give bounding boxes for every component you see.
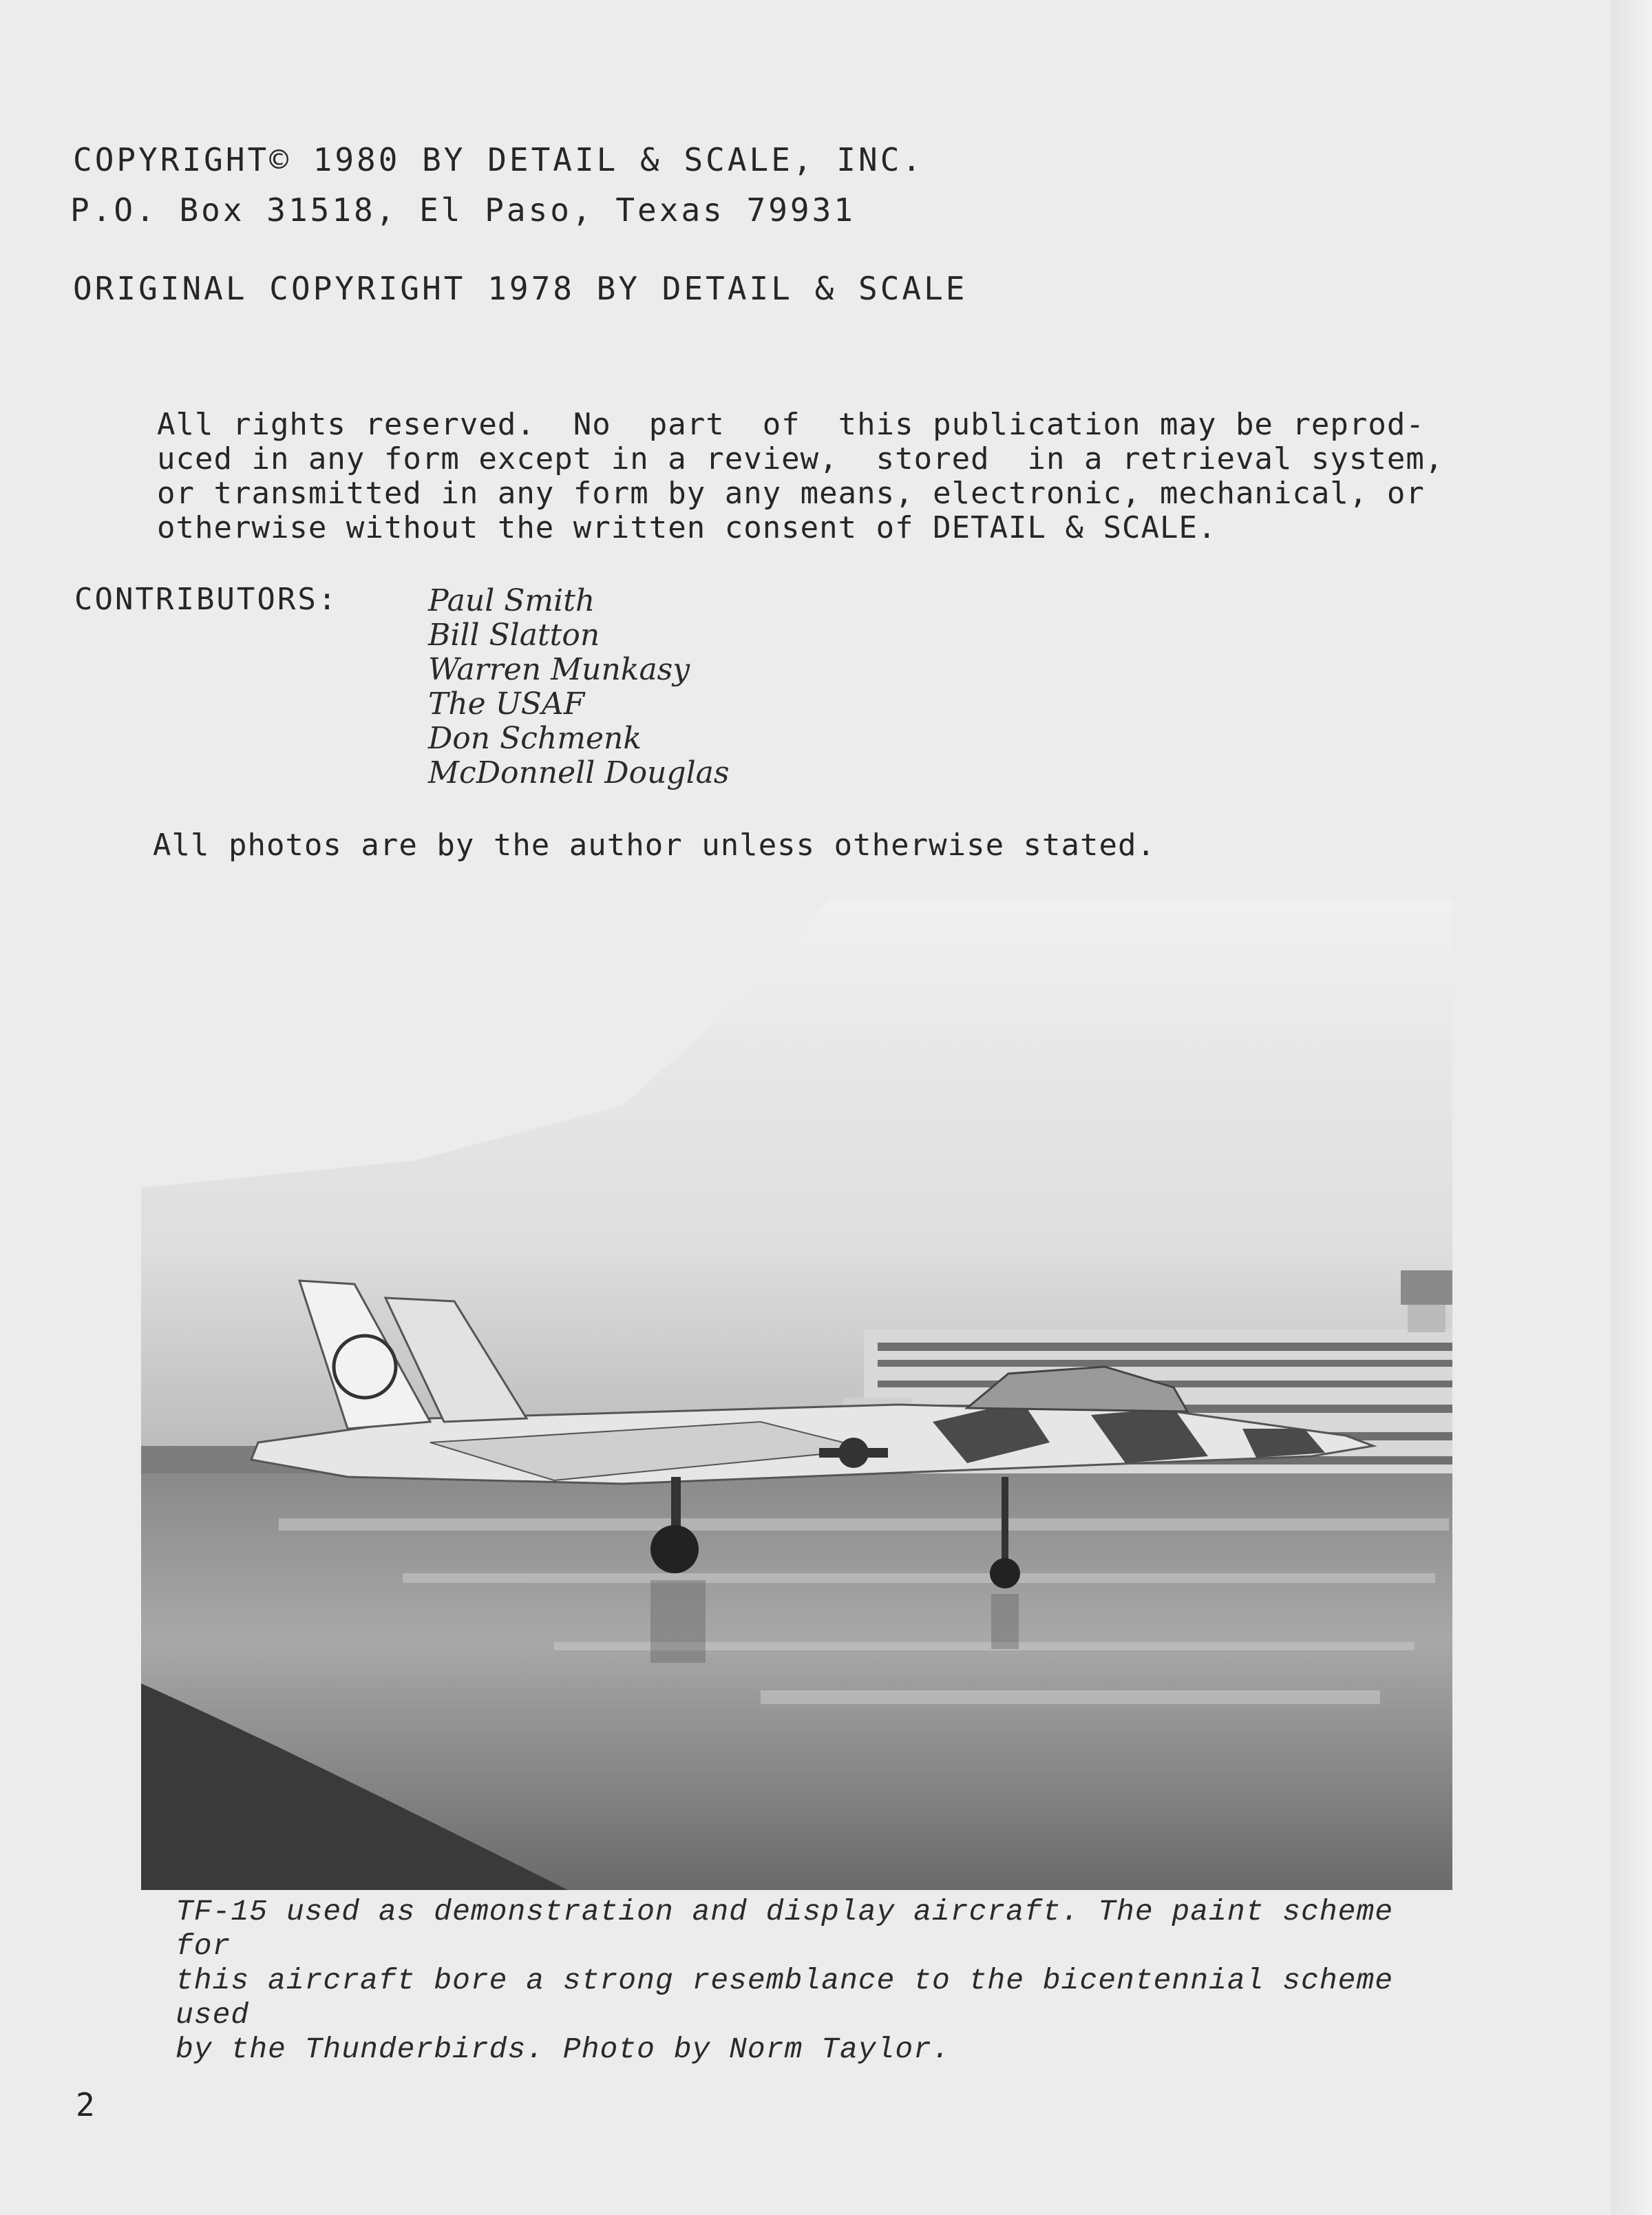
- contributors-list: [428, 584, 729, 790]
- caption-line: this aircraft bore a strong resemblance to the bicentennial scheme used: [176, 1964, 1394, 2032]
- aircraft-photo: [141, 899, 1452, 1890]
- contributor-name: Don Schmenk: [428, 721, 642, 756]
- original-copyright-line: ORIGINAL COPYRIGHT 1978 BY DETAIL & SCALE: [73, 270, 968, 307]
- address-line: P.O. Box 31518, El Paso, Texas 79931: [70, 191, 856, 229]
- rights-line: All rights reserved. No part of this publication may be reprod-: [157, 407, 1425, 442]
- photo-credit-note: All photos are by the author unless otherwise stated.: [153, 828, 1156, 863]
- page-number: 2: [76, 2086, 95, 2123]
- contributor-name: The USAF: [428, 686, 585, 722]
- contributor-name: Paul Smith: [428, 583, 595, 618]
- contributor-name: McDonnell Douglas: [428, 755, 730, 790]
- copyright-line: COPYRIGHT© 1980 BY DETAIL & SCALE, INC.: [73, 141, 924, 178]
- contributors-label: CONTRIBUTORS:: [74, 582, 339, 617]
- contributor-name: Bill Slatton: [428, 618, 600, 653]
- page-edge-shadow: [1611, 0, 1652, 2215]
- rights-line: uced in any form except in a review, stored in a retrieval system,: [157, 441, 1444, 476]
- rights-line: or transmitted in any form by any means, electronic, mechanical, or: [157, 476, 1425, 511]
- contributor-name: Warren Munkasy: [428, 652, 690, 687]
- caption-line: TF-15 used as demonstration and display aircraft. The paint scheme for: [176, 1895, 1394, 1963]
- caption-line: by the Thunderbirds. Photo by Norm Taylor.: [176, 2033, 951, 2066]
- rights-line: otherwise without the written consent of DETAIL & SCALE.: [157, 510, 1217, 545]
- photo-caption: [176, 1895, 1415, 2067]
